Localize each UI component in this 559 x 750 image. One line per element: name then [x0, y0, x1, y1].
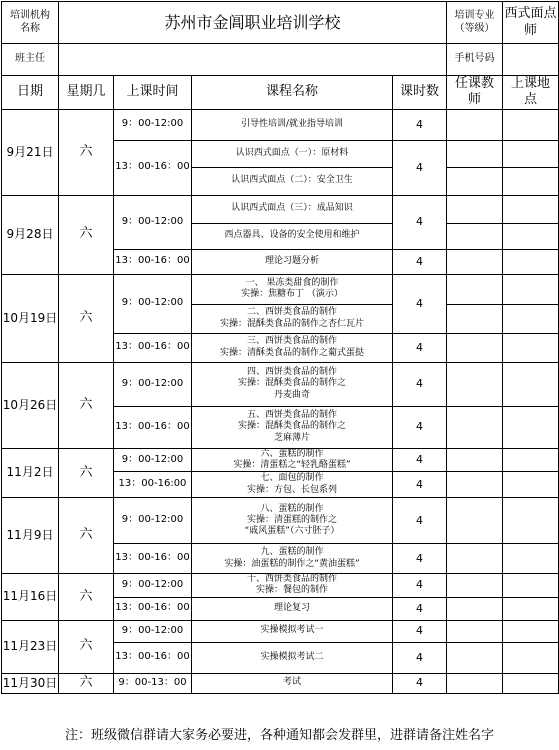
weekday-cell: 六	[59, 620, 114, 673]
col-date: 日期	[2, 76, 59, 110]
time-cell: 13：00-16：00	[114, 333, 192, 362]
location-cell[interactable]	[503, 249, 559, 274]
hours-cell: 4	[393, 274, 447, 333]
time-cell: 13：00-16：00	[114, 406, 192, 448]
teacher-cell[interactable]	[447, 140, 503, 167]
hours-cell: 4	[393, 140, 447, 195]
col-location: 上课地 点	[503, 76, 559, 110]
schedule-row	[2, 274, 559, 304]
course-cell: 实操模拟考试一	[192, 620, 393, 642]
teacher-cell[interactable]	[447, 195, 503, 223]
hours-cell: 4	[393, 406, 447, 448]
course-cell: 二、西饼类食品的制作 实操：混酥类食品的制作之杏仁瓦片	[192, 304, 393, 333]
time-cell: 13：00-16：00	[114, 642, 192, 673]
weekday-cell: 六	[59, 498, 114, 574]
teacher-cell[interactable]	[447, 597, 503, 620]
time-cell: 9：00-12:00	[114, 362, 192, 406]
teacher-cell[interactable]	[447, 472, 503, 498]
weekday-cell: 六	[59, 673, 114, 693]
schedule-table	[1, 1, 559, 694]
course-cell: 六、蛋糕的制作 实操：清蛋糕之“轻乳酪蛋糕”	[192, 448, 393, 472]
time-cell: 9：00-12:00	[114, 448, 192, 472]
course-cell: 五、西饼类食品的制作 实操：混酥类食品的制作之 芝麻薄片	[192, 406, 393, 448]
location-cell[interactable]	[503, 140, 559, 167]
course-cell: 西点器具、设备的安全使用和维护	[192, 223, 393, 249]
schedule-row	[2, 195, 559, 223]
org-name: 苏州市金阊职业培训学校	[59, 2, 447, 44]
time-cell: 9：00-12:00	[114, 274, 192, 333]
location-cell[interactable]	[503, 673, 559, 693]
phone-label: 手机号码	[447, 44, 503, 76]
date-cell: 9月21日	[2, 109, 59, 195]
course-cell: 认识西式面点（一）：原材料	[192, 140, 393, 167]
header-row-leader	[2, 44, 559, 76]
location-cell[interactable]	[503, 362, 559, 406]
teacher-cell[interactable]	[447, 498, 503, 544]
course-cell: 实操模拟考试二	[192, 642, 393, 673]
location-cell[interactable]	[503, 274, 559, 304]
location-cell[interactable]	[503, 544, 559, 574]
course-cell: 九、蛋糕的制作 实操：油蛋糕的制作之“黄油蛋糕”	[192, 544, 393, 574]
teacher-cell[interactable]	[447, 333, 503, 362]
hours-cell: 4	[393, 109, 447, 140]
hours-cell: 4	[393, 574, 447, 598]
date-cell: 9月28日	[2, 195, 59, 274]
location-cell[interactable]	[503, 620, 559, 642]
hours-cell: 4	[393, 673, 447, 693]
col-weekday: 星期几	[59, 76, 114, 110]
class-leader-label: 班主任	[2, 44, 59, 76]
hours-cell: 4	[393, 597, 447, 620]
schedule-row	[2, 673, 559, 693]
schedule-row	[2, 448, 559, 472]
teacher-cell[interactable]	[447, 362, 503, 406]
class-leader-value[interactable]	[59, 44, 447, 76]
course-cell: 三、西饼类食品的制作 实操：清酥类食品的制作之葡式蛋挞	[192, 333, 393, 362]
weekday-cell: 六	[59, 274, 114, 362]
location-cell[interactable]	[503, 472, 559, 498]
location-cell[interactable]	[503, 448, 559, 472]
org-label: 培训机构 名称	[2, 2, 59, 44]
date-cell: 11月30日	[2, 673, 59, 693]
weekday-cell: 六	[59, 109, 114, 195]
location-cell[interactable]	[503, 167, 559, 195]
time-cell: 13：00-16：00	[114, 544, 192, 574]
hours-cell: 4	[393, 333, 447, 362]
weekday-cell: 六	[59, 362, 114, 448]
weekday-cell: 六	[59, 448, 114, 498]
teacher-cell[interactable]	[447, 223, 503, 249]
location-cell[interactable]	[503, 574, 559, 598]
location-cell[interactable]	[503, 195, 559, 223]
teacher-cell[interactable]	[447, 673, 503, 693]
date-cell: 11月2日	[2, 448, 59, 498]
teacher-cell[interactable]	[447, 167, 503, 195]
teacher-cell[interactable]	[447, 448, 503, 472]
location-cell[interactable]	[503, 304, 559, 333]
time-cell: 9：00-12:00	[114, 195, 192, 249]
course-cell: 七、面包的制作 实操：方包、长包系列	[192, 472, 393, 498]
schedule-row	[2, 574, 559, 598]
hours-cell: 4	[393, 448, 447, 472]
course-cell: 考试	[192, 673, 393, 693]
teacher-cell[interactable]	[447, 249, 503, 274]
course-cell: 理论习题分析	[192, 249, 393, 274]
time-cell: 9：00-12:00	[114, 574, 192, 598]
time-cell: 13：00-16：00	[114, 597, 192, 620]
teacher-cell[interactable]	[447, 109, 503, 140]
col-time: 上课时间	[114, 76, 192, 110]
schedule-row	[2, 620, 559, 642]
teacher-cell[interactable]	[447, 274, 503, 304]
teacher-cell[interactable]	[447, 406, 503, 448]
course-cell: 一、 果冻类甜食的制作 实操：焦糖布丁 （演示）	[192, 274, 393, 304]
date-cell: 11月9日	[2, 498, 59, 574]
footer-note: 注：班级微信群请大家务必要进，各种通知都会发群里，进群请备注姓名字	[64, 728, 494, 743]
hours-cell: 4	[393, 195, 447, 249]
course-cell: 八、蛋糕的制作 实操：清蛋糕的制作之 “戚风蛋糕”（六寸胚子）	[192, 498, 393, 544]
hours-cell: 4	[393, 498, 447, 544]
course-cell: 引导性培训/就业指导培训	[192, 109, 393, 140]
hours-cell: 4	[393, 620, 447, 642]
date-cell: 11月23日	[2, 620, 59, 673]
location-cell[interactable]	[503, 642, 559, 673]
schedule-row	[2, 362, 559, 406]
course-cell: 十、西饼类食品的制作 实操：餐包的制作	[192, 574, 393, 598]
col-course: 课程名称	[192, 76, 393, 110]
course-cell: 四、西饼类食品的制作 实操：混酥类食品的制作之 丹麦曲奇	[192, 362, 393, 406]
time-cell: 13：00-16：00	[114, 249, 192, 274]
col-teacher: 任课教 师	[447, 76, 503, 110]
date-cell: 10月26日	[2, 362, 59, 448]
time-cell: 9：00-12:00	[114, 498, 192, 544]
course-cell: 认识西式面点（三）：成品知识	[192, 195, 393, 223]
weekday-cell: 六	[59, 574, 114, 621]
time-cell: 9：00-12:00	[114, 620, 192, 642]
hours-cell: 4	[393, 472, 447, 498]
teacher-cell[interactable]	[447, 574, 503, 598]
teacher-cell[interactable]	[447, 642, 503, 673]
phone-value[interactable]	[503, 44, 559, 76]
header-row-org	[2, 2, 559, 44]
teacher-cell[interactable]	[447, 620, 503, 642]
hours-cell: 4	[393, 362, 447, 406]
schedule-row	[2, 498, 559, 544]
location-cell[interactable]	[503, 406, 559, 448]
course-cell: 理论复习	[192, 597, 393, 620]
column-header-row	[2, 76, 559, 110]
schedule-row	[2, 109, 559, 140]
course-cell: 认识西式面点（二）：安全卫生	[192, 167, 393, 195]
weekday-cell: 六	[59, 195, 114, 274]
col-hours: 课时数	[393, 76, 447, 110]
major-label: 培训专业 （等级）	[447, 2, 503, 44]
hours-cell: 4	[393, 544, 447, 574]
date-cell: 10月19日	[2, 274, 59, 362]
time-cell: 13：00-16:00	[114, 472, 192, 498]
time-cell: 9：00-13：00	[114, 673, 192, 693]
location-cell[interactable]	[503, 333, 559, 362]
major-value: 西式面点师	[503, 2, 559, 44]
location-cell[interactable]	[503, 498, 559, 544]
location-cell[interactable]	[503, 223, 559, 249]
time-cell: 13：00-16：00	[114, 140, 192, 195]
date-cell: 11月16日	[2, 574, 59, 621]
teacher-cell[interactable]	[447, 544, 503, 574]
hours-cell: 4	[393, 642, 447, 673]
teacher-cell[interactable]	[447, 304, 503, 333]
location-cell[interactable]	[503, 597, 559, 620]
hours-cell: 4	[393, 249, 447, 274]
location-cell[interactable]	[503, 109, 559, 140]
time-cell: 9：00-12:00	[114, 109, 192, 140]
